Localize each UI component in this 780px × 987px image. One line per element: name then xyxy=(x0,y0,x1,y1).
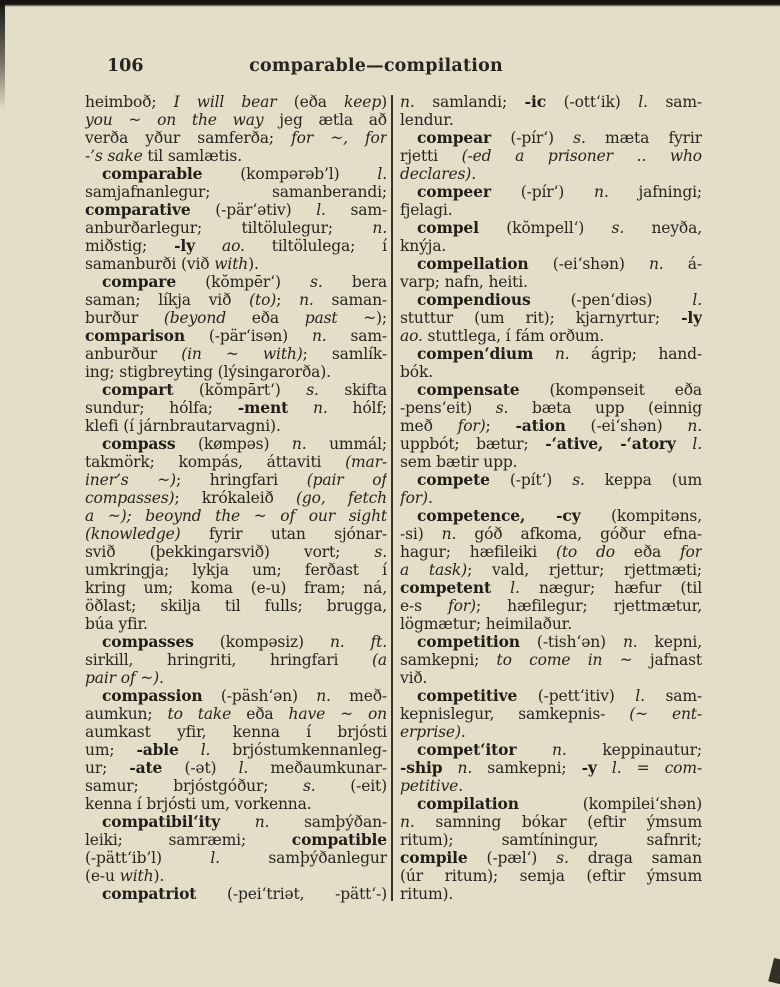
dictionary-line: compassion (-päsh‘ən) n. með- xyxy=(102,687,387,705)
dictionary-line: búa yfir. xyxy=(85,615,148,633)
dictionary-line: competent l. nægur; hæfur (til xyxy=(400,579,702,597)
dictionary-line: compeer (-pír‘) n. jafningi; xyxy=(417,183,702,201)
dictionary-line: ao. stuttlega, í fám orðum. xyxy=(400,327,605,345)
dictionary-line: compass (kømpəs) n. ummál; xyxy=(102,435,387,453)
dictionary-line: compensate (kompənseit eða xyxy=(417,381,702,399)
dictionary-line: compete (-pít‘) s. keppa (um xyxy=(417,471,702,489)
dictionary-line: sundur; hólfa; -ment n. hólf; xyxy=(85,399,387,417)
dictionary-line: heimboð; I will bear (eða keep) xyxy=(85,93,387,111)
dictionary-line: stuttur (um rit); kjarnyrtur; -ly xyxy=(400,309,702,327)
dictionary-line: comparable (kompərəb’l) l. xyxy=(102,165,387,183)
dictionary-line: compear (-pír‘) s. mæta fyrir xyxy=(417,129,702,147)
dictionary-line: sirkill, hringriti, hringfari (a xyxy=(85,651,387,669)
dictionary-line: compellation (-ei‘shən) n. á- xyxy=(417,255,702,273)
dictionary-line: ritum). xyxy=(400,885,454,903)
dictionary-line: compel (kŏmpell‘) s. neyða, xyxy=(417,219,702,237)
dictionary-line: aumkast yfir, kenna í brjósti xyxy=(85,723,387,741)
dictionary-line: compart (kŏmpārt‘) s. skifta xyxy=(102,381,387,399)
dictionary-line: -pens‘eit) s. bæta upp (einnig xyxy=(400,399,702,417)
running-header xyxy=(0,56,780,80)
column-divider xyxy=(391,95,393,901)
dictionary-line: compendious (-pen‘diəs) l. xyxy=(417,291,702,309)
dictionary-line: við. xyxy=(400,669,428,687)
dictionary-line: anburður (in ~ with); samlík- xyxy=(85,345,387,363)
dictionary-line: compatriot (-pei‘triət, -pätt‘-) xyxy=(102,885,387,903)
dictionary-line: leiki; samræmi; compatible xyxy=(85,831,387,849)
dictionary-line: samjafnanlegur; samanberandi; xyxy=(85,183,387,201)
dictionary-line: n. samlandi; -ic (-ott‘ik) l. sam- xyxy=(400,93,702,111)
dictionary-line: öðlast; skilja til fulls; brugga, xyxy=(85,597,387,615)
dictionary-line: -ship n. samkepni; -y l. = com- xyxy=(400,759,702,777)
dictionary-line: erprise). xyxy=(400,723,466,741)
dictionary-line: með for); -ation (-ei‘shən) n. xyxy=(400,417,702,435)
dictionary-line: verða yður samferða; for ~, for xyxy=(85,129,387,147)
dictionary-line: petitive. xyxy=(400,777,463,795)
dictionary-line: (knowledge) fyrir utan sjónar- xyxy=(85,525,387,543)
dictionary-line: bók. xyxy=(400,363,433,381)
dictionary-line: klefi (í járnbrautarvagni). xyxy=(85,417,281,435)
dictionary-line: compen‘dium n. ágrip; hand- xyxy=(417,345,702,363)
dictionary-line: for). xyxy=(400,489,433,507)
right-column xyxy=(400,93,702,903)
dictionary-line: compatibil‘ity n. samþýðan- xyxy=(102,813,387,831)
dictionary-line: samkepni; to come in ~ jafnast xyxy=(400,651,702,669)
dictionary-line: hagur; hæfileiki (to do eða for xyxy=(400,543,702,561)
dictionary-line: compilation (kompilei‘shən) xyxy=(417,795,702,813)
dictionary-line: ritum); samtíningur, safnrit; xyxy=(400,831,702,849)
dictionary-line: kepnislegur, samkepnis- (~ ent- xyxy=(400,705,702,723)
dictionary-line: compare (kŏmpēr‘) s. bera xyxy=(102,273,387,291)
page-title: comparable—compilation xyxy=(249,56,503,76)
dictionary-line: compasses); krókaleið (go, fetch xyxy=(85,489,387,507)
dictionary-line: (úr ritum); semja (eftir ýmsum xyxy=(400,867,702,885)
dictionary-line: svið (þekkingarsvið) vort; s. xyxy=(85,543,387,561)
dictionary-line: competitive (-pett‘itiv) l. sam- xyxy=(417,687,702,705)
dictionary-line: compasses (kompəsiz) n. ft. xyxy=(102,633,387,651)
dictionary-line: (e-u with). xyxy=(85,867,165,885)
dictionary-line: ur; -ate (-ət) l. meðaumkunar- xyxy=(85,759,387,777)
dictionary-line: ing; stigbreyting (lýsingarorða). xyxy=(85,363,331,381)
dictionary-line: varp; nafn, heiti. xyxy=(400,273,528,291)
scan-edge-top xyxy=(0,0,780,7)
dictionary-line: fjelagi. xyxy=(400,201,453,219)
dictionary-line: kenna í brjósti um, vorkenna. xyxy=(85,795,312,813)
dictionary-line: compet‘itor n. keppinautur; xyxy=(417,741,702,759)
dictionary-line: um; -able l. brjóstumkennanleg- xyxy=(85,741,387,759)
dictionary-line: lendur. xyxy=(400,111,454,129)
dictionary-line: uppbót; bætur; -‘ative, -‘atory l. xyxy=(400,435,702,453)
dictionary-line: iner’s ~); hringfari (pair of xyxy=(85,471,387,489)
dictionary-line: a ~); beoynd the ~ of our sight xyxy=(85,507,387,525)
dictionary-line: competition (-tish‘ən) n. kepni, xyxy=(417,633,702,651)
dictionary-line: -’s sake til samlætis. xyxy=(85,147,242,165)
dictionary-line: samanburði (við with). xyxy=(85,255,259,273)
dictionary-line: comparative (-pär‘ətiv) l. sam- xyxy=(85,201,387,219)
dictionary-line: knýja. xyxy=(400,237,447,255)
dictionary-line: sem bætir upp. xyxy=(400,453,518,471)
dictionary-line: (-pätt‘ib’l) l. samþýðanlegur xyxy=(85,849,387,867)
dictionary-line: n. samning bókar (eftir ýmsum xyxy=(400,813,702,831)
dictionary-line: rjetti (-ed a prisoner .. who xyxy=(400,147,702,165)
dictionary-line: pair of ~). xyxy=(85,669,164,687)
dictionary-line: lögmætur; heimilaður. xyxy=(400,615,573,633)
dictionary-line: samur; brjóstgóður; s. (-eit) xyxy=(85,777,387,795)
scan-edge-left xyxy=(0,0,5,110)
dictionary-line: aumkun; to take eða have ~ on xyxy=(85,705,387,723)
page-number: 106 xyxy=(107,56,144,76)
dictionary-line: kring um; koma (e-u) fram; ná, xyxy=(85,579,387,597)
dictionary-line: -si) n. góð afkoma, góður efna- xyxy=(400,525,702,543)
dictionary-line: miðstig; -ly ao. tiltölulega; í xyxy=(85,237,387,255)
dictionary-line: compile (-pæl‘) s. draga saman xyxy=(400,849,702,867)
dictionary-line: e-s for); hæfilegur; rjettmætur, xyxy=(400,597,702,615)
scan-corner-mark xyxy=(768,958,780,984)
dictionary-line: umkringja; lykja um; ferðast í xyxy=(85,561,387,579)
left-column xyxy=(85,93,387,903)
dictionary-line: takmörk; kompás, áttaviti (mar- xyxy=(85,453,387,471)
dictionary-line: burður (beyond eða past ~); xyxy=(85,309,387,327)
dictionary-line: a task); vald, rjettur; rjettmæti; xyxy=(400,561,702,579)
dictionary-line: you ~ on the way jeg ætla að xyxy=(85,111,387,129)
dictionary-line: saman; líkja við (to); n. saman- xyxy=(85,291,387,309)
dictionary-line: comparison (-pär‘isən) n. sam- xyxy=(85,327,387,345)
dictionary-line: competence, -cy (kompitəns, xyxy=(417,507,702,525)
dictionary-line: anburðarlegur; tiltölulegur; n. xyxy=(85,219,387,237)
dictionary-line: declares). xyxy=(400,165,476,183)
